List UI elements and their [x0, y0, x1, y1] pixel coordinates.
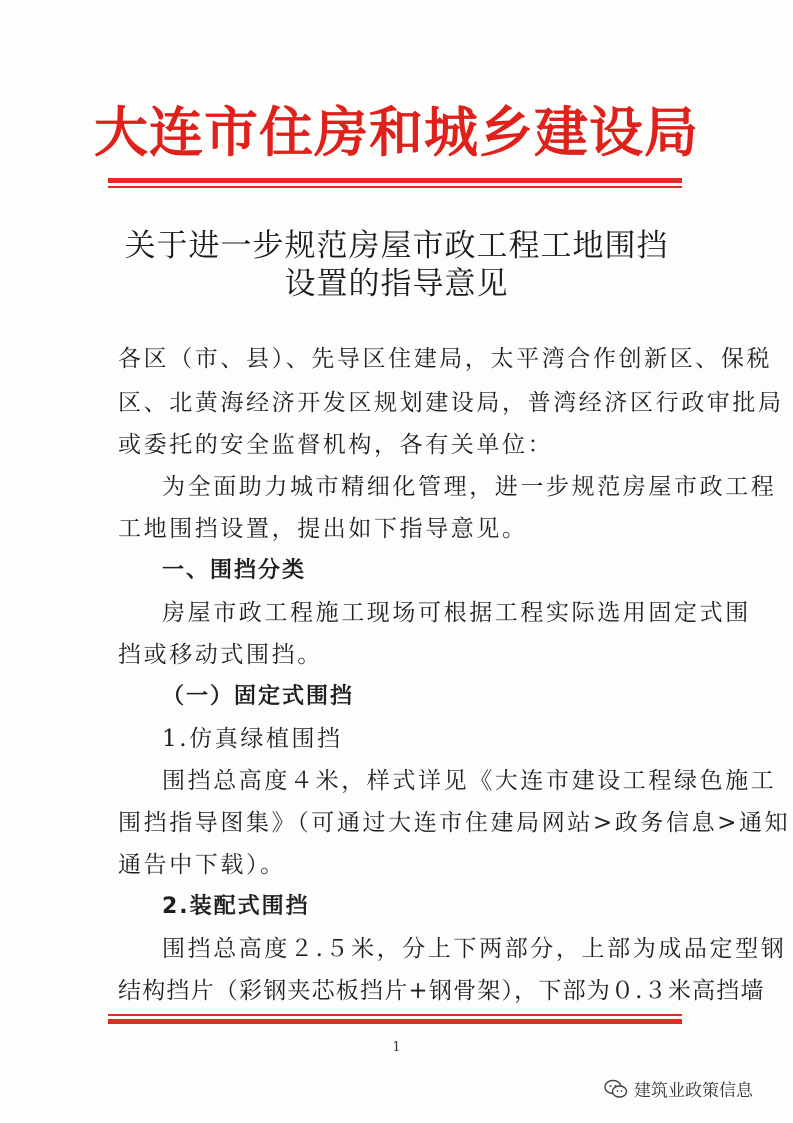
section1-heading: 一、围挡分类	[162, 558, 307, 583]
page-number: 1	[392, 1040, 401, 1055]
source-watermark	[604, 1076, 753, 1101]
addressee-line1: 各区（市、县）、先导区住建局，太平湾合作创新区、保税	[118, 346, 773, 372]
section1-line2: 挡或移动式围挡。	[118, 642, 323, 668]
intro-line1: 为全面助力城市精细化管理，进一步规范房屋市政工程	[162, 474, 777, 500]
intro-line2: 工地围挡设置，提出如下指导意见。	[118, 516, 528, 542]
watermark-text: 建筑业政策信息	[634, 1081, 753, 1101]
item1-heading: 1.仿真绿植围挡	[162, 726, 343, 752]
item2-line2: 结构挡片（彩钢夹芯板挡片+钢骨架），下部为０.３米高挡墙	[118, 978, 765, 1004]
wechat-icon	[604, 1078, 628, 1100]
document-title-line1: 关于进一步规范房屋市政工程工地围挡	[124, 228, 669, 264]
letterhead-title: 大连市住房和城乡建设局	[94, 100, 699, 164]
item2-line1: 围挡总高度２.５米，分上下两部分，上部为成品定型钢	[162, 936, 787, 962]
item1-line2: 围挡指导图集》（可通过大连市住建局网站>政务信息>通知	[118, 810, 791, 836]
document-title-line2: 设置的指导意见	[284, 266, 509, 302]
section1-line1: 房屋市政工程施工现场可根据工程实际选用固定式围	[162, 600, 751, 626]
item1-line3: 通告中下载）。	[118, 852, 286, 878]
footer-rule-thick	[108, 1019, 682, 1024]
letterhead-rule-thin	[108, 186, 682, 188]
item2-heading: 2.装配式围挡	[162, 894, 310, 919]
addressee-line2: 区、北黄海经济开发区规划建设局，普湾经济区行政审批局	[118, 390, 784, 416]
addressee-line3: 或委托的安全监督机构，各有关单位：	[118, 432, 554, 458]
subsection1-heading: （一）固定式围挡	[162, 684, 355, 709]
letterhead-rule-thick	[108, 178, 682, 183]
footer-rule-thin	[108, 1014, 682, 1016]
item1-line1: 围挡总高度４米，样式详见《大连市建设工程绿色施工	[162, 768, 777, 794]
